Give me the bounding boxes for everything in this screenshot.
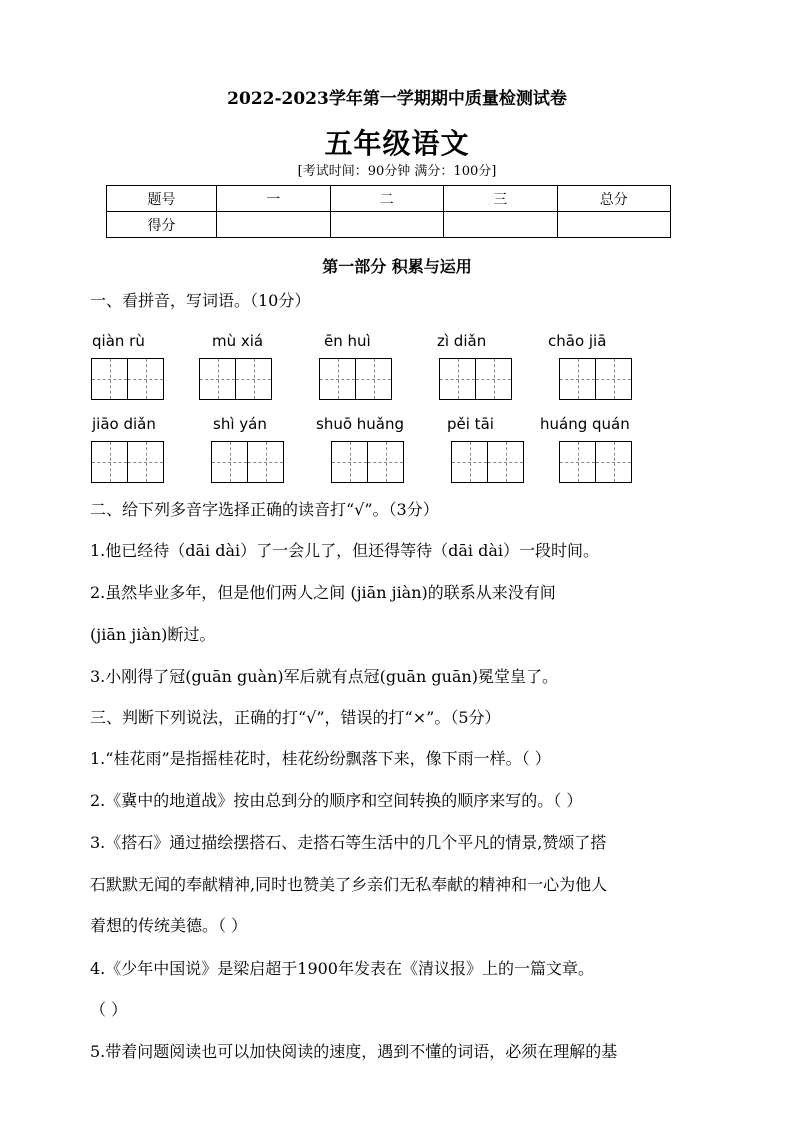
pinyin-label: huáng quán	[540, 415, 630, 433]
table-cell: 得分	[107, 212, 217, 238]
pinyin-label: shuō huǎng	[316, 415, 405, 433]
score-input-cell[interactable]	[557, 212, 671, 238]
writing-grid[interactable]	[451, 441, 524, 483]
q3-item-1: 1.“桂花雨”是指摇桂花时，桂花纷纷飘落下来，像下雨一样。（ ）	[90, 749, 551, 768]
q3-item-2: 2.《冀中的地道战》按由总到分的顺序和空间转换的顺序来写的。（ ）	[90, 791, 583, 810]
q2-item-2: 2.虽然毕业多年，但是他们两人之间 (jiān jiàn)的联系从来没有间	[90, 583, 556, 602]
pinyin-label: jiāo diǎn	[92, 415, 156, 433]
score-input-cell[interactable]	[217, 212, 331, 238]
q3-item-5: 5.带着问题阅读也可以加快阅读的速度，遇到不懂的词语，必须在理解的基	[90, 1042, 618, 1061]
writing-grid[interactable]	[319, 358, 392, 400]
q3-item-3-line-3: 着想的传统美德。（ ）	[90, 916, 248, 935]
q3-item-3: 3.《搭石》通过描绘摆搭石、走搭石等生活中的几个平凡的情景,赞颂了搭	[90, 833, 607, 852]
writing-grid[interactable]	[211, 441, 284, 483]
pinyin-label: mù xiá	[212, 332, 264, 350]
q1-heading: 一、看拼音，写词语。（10分）	[90, 291, 311, 310]
q3-heading: 三、判断下列说法，正确的打“√”，错误的打“×”。（5分）	[90, 708, 501, 727]
subject-title: 五年级语文	[324, 127, 470, 160]
pinyin-label: shì yán	[213, 415, 267, 433]
score-input-cell[interactable]	[444, 212, 558, 238]
pinyin-label: ēn huì	[324, 332, 371, 350]
part1-title: 第一部分 积累与运用	[322, 257, 472, 276]
score-input-cell[interactable]	[330, 212, 444, 238]
q3-item-4: 4.《少年中国说》是梁启超于1900年发表在《清议报》上的一篇文章。	[90, 959, 594, 978]
score-table	[106, 185, 671, 238]
q2-item-2-continued: (jiān jiàn)断过。	[90, 625, 216, 644]
writing-grid[interactable]	[331, 441, 404, 483]
pinyin-label: chāo jiā	[548, 332, 607, 350]
exam-title: 2022-2023学年第一学期期中质量检测试卷	[227, 89, 567, 109]
table-cell: 一	[217, 186, 331, 212]
q2-heading: 二、给下列多音字选择正确的读音打“√”。（3分）	[90, 500, 439, 519]
pinyin-label: pěi tāi	[447, 415, 494, 433]
pinyin-label: qiàn rù	[92, 332, 145, 350]
writing-grid[interactable]	[559, 358, 632, 400]
table-cell: 题号	[107, 186, 217, 212]
pinyin-label: zì diǎn	[437, 332, 487, 350]
writing-grid[interactable]	[91, 358, 164, 400]
table-cell: 二	[330, 186, 444, 212]
q3-item-3-line-2: 石默默无闻的奉献精神,同时也赞美了乡亲们无私奉献的精神和一心为他人	[90, 875, 608, 894]
writing-grid[interactable]	[199, 358, 272, 400]
score-table-header-row	[107, 186, 671, 212]
table-cell: 三	[444, 186, 558, 212]
table-cell: 总分	[557, 186, 671, 212]
writing-grid[interactable]	[91, 441, 164, 483]
q2-item-3: 3.小刚得了冠(guān guàn)军后就有点冠(guān guān)冕堂皇了。	[90, 667, 558, 686]
writing-grid[interactable]	[439, 358, 512, 400]
score-table-score-row	[107, 212, 671, 238]
q3-item-4-answer: （ ）	[90, 1000, 128, 1019]
q2-item-1: 1.他已经待（dāi dài）了一会儿了，但还得等待（dāi dài）一段时间。	[90, 541, 600, 560]
writing-grid[interactable]	[559, 441, 632, 483]
exam-info: [考试时间：90分钟 满分：100分]	[297, 164, 497, 179]
